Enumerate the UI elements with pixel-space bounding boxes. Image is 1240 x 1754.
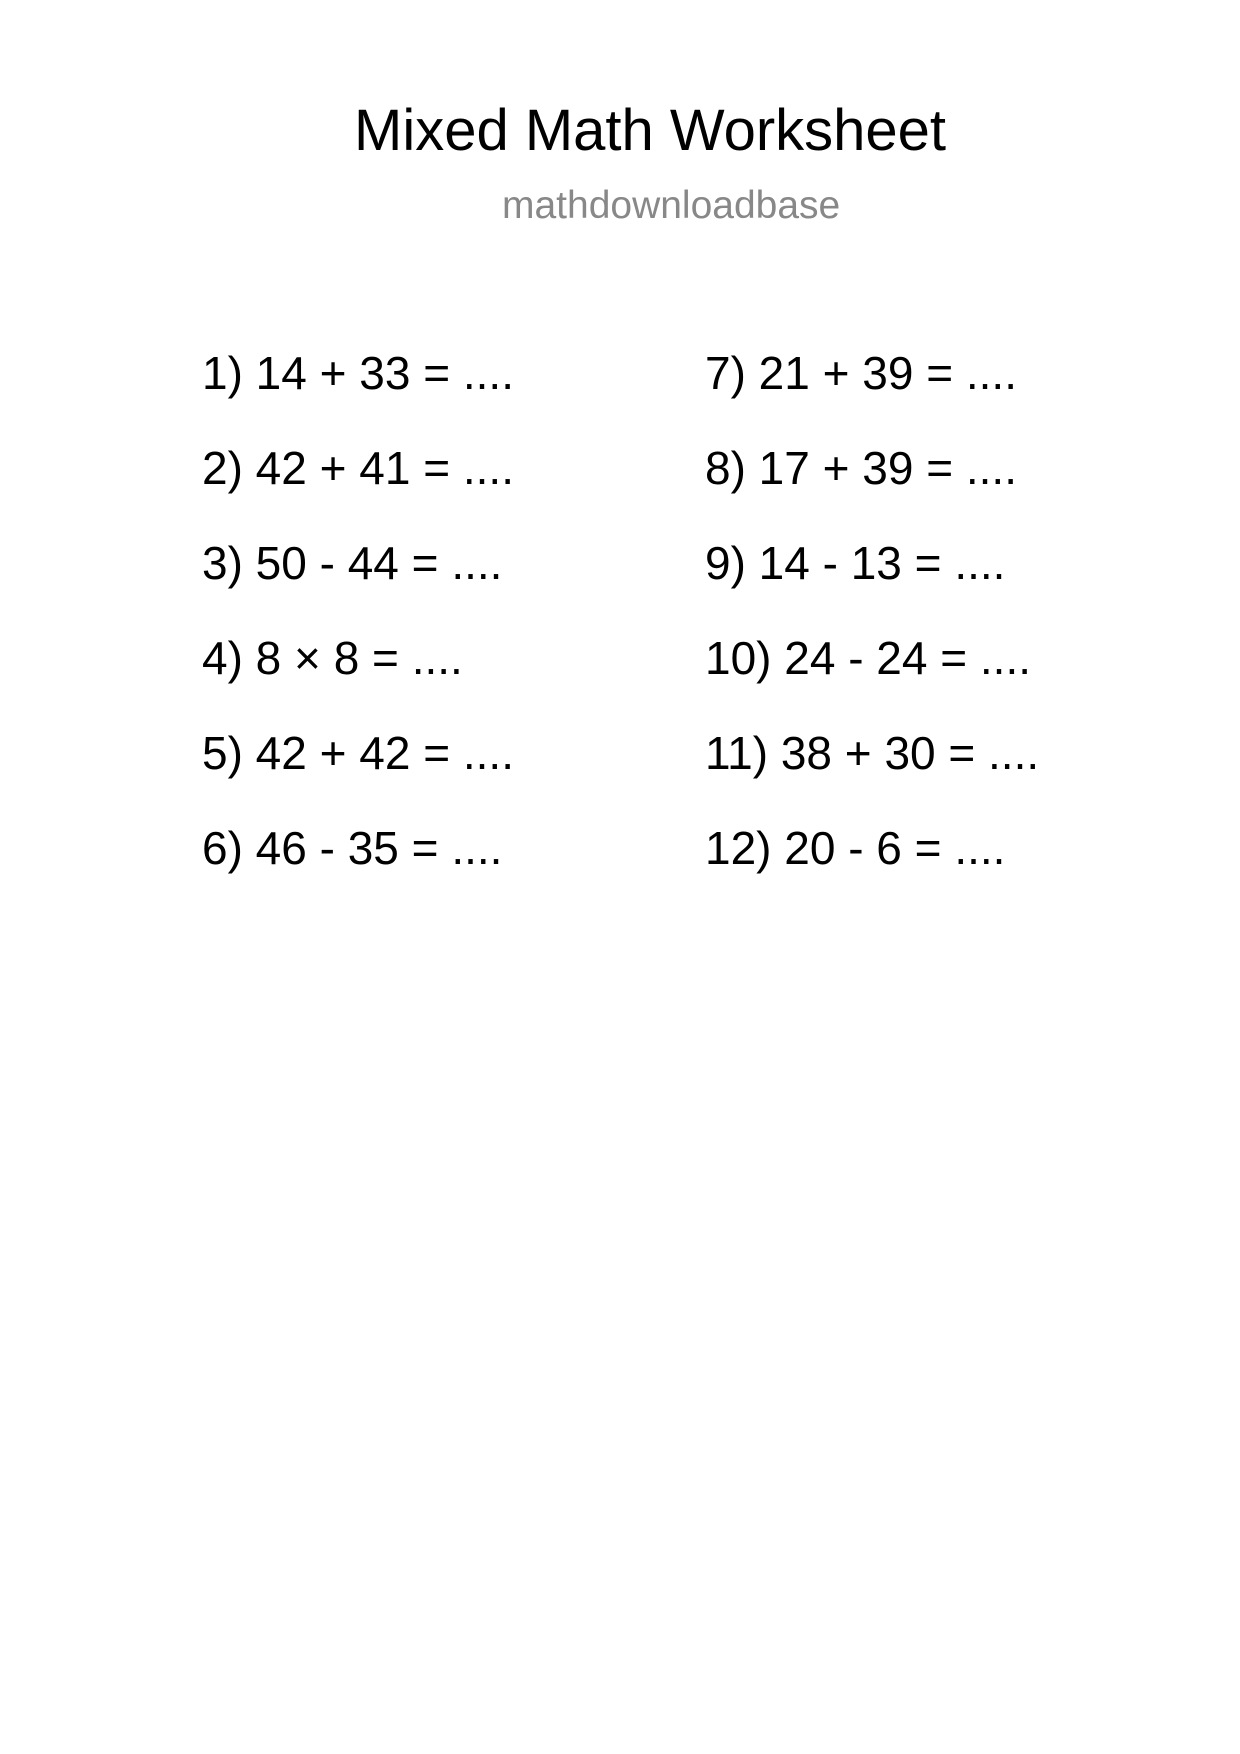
- problem-6: 6) 46 - 35 = ....: [202, 822, 503, 874]
- problems-column-right: [705, 347, 1040, 920]
- problem-12: 12) 20 - 6 = ....: [705, 822, 1006, 874]
- problem-9: 9) 14 - 13 = ....: [705, 537, 1006, 589]
- problems-column-left: [202, 347, 514, 920]
- worksheet-source: mathdownloadbase: [502, 184, 841, 227]
- worksheet-title: Mixed Math Worksheet: [354, 98, 947, 163]
- problem-7: 7) 21 + 39 = ....: [705, 347, 1017, 399]
- problem-2: 2) 42 + 41 = ....: [202, 442, 514, 494]
- problem-3: 3) 50 - 44 = ....: [202, 537, 503, 589]
- problem-11: 11) 38 + 30 = ....: [705, 727, 1040, 779]
- problem-8: 8) 17 + 39 = ....: [705, 442, 1017, 494]
- problem-1: 1) 14 + 33 = ....: [202, 347, 514, 399]
- problem-10: 10) 24 - 24 = ....: [705, 632, 1032, 684]
- problem-4: 4) 8 × 8 = ....: [202, 632, 463, 684]
- problem-5: 5) 42 + 42 = ....: [202, 727, 514, 779]
